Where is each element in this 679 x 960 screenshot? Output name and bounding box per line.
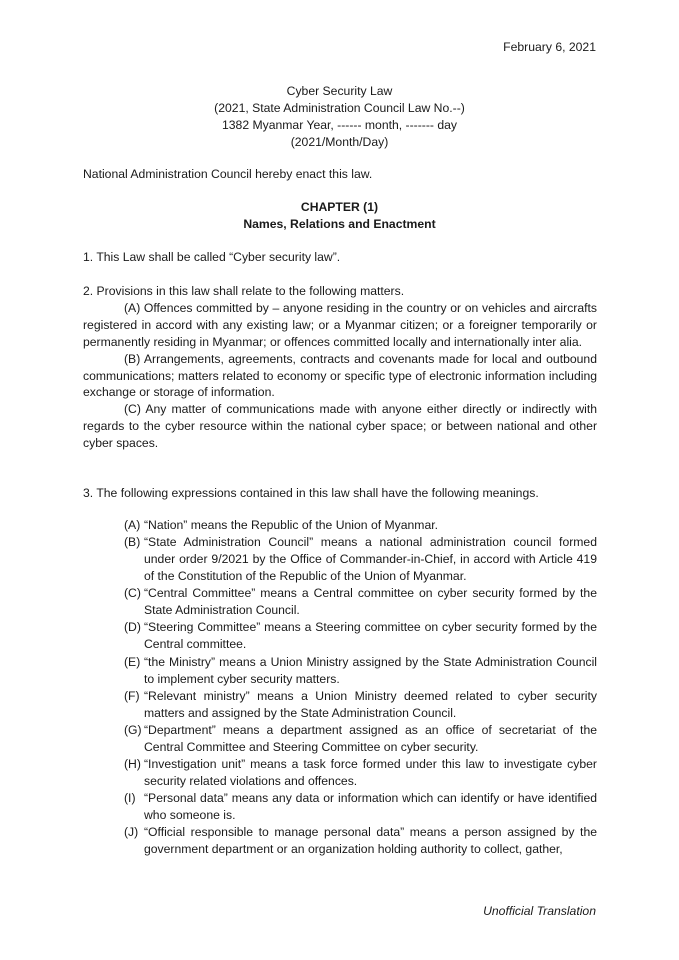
definition-marker: (J) (124, 825, 139, 840)
definition-item (124, 517, 597, 534)
definition-text: “Steering Committee” means a Steering committee on cyber security formed by the Central committee. (144, 620, 597, 652)
definition-marker: (D) (124, 620, 141, 635)
definition-text: “Personal data” means any data or information which can identify or have identified who someone is. (144, 791, 597, 823)
chapter-heading (0, 199, 679, 233)
law-title-block (0, 83, 679, 151)
definition-marker: (E) (124, 654, 141, 669)
definition-marker: (G) (124, 722, 142, 737)
definition-marker: (I) (124, 791, 136, 806)
definition-marker: (B) (124, 535, 141, 550)
section-1: 1. This Law shall be called “Cyber security law”. (83, 250, 341, 264)
definition-item (124, 688, 597, 722)
enactment-statement: National Administration Council hereby enact this law. (83, 167, 373, 181)
definition-item (124, 824, 597, 858)
law-number: (2021, State Administration Council Law No.--) (214, 100, 465, 115)
definition-text: “Relevant ministry” means a Union Ministry deemed related to cyber security matters and assigned by the State Administration Council. (144, 688, 597, 720)
definition-item (124, 722, 597, 756)
definition-marker: (H) (124, 757, 141, 772)
myanmar-date: 1382 Myanmar Year, ------ month, ------- day (221, 117, 457, 132)
definition-item (124, 585, 597, 619)
document-date: February 6, 2021 (503, 40, 596, 54)
definition-marker: (A) (124, 518, 141, 532)
definition-item (124, 619, 597, 653)
definition-text: “Official responsible to manage personal data” means a person assigned by the government department or an organization holding authority to collect, gather, (144, 825, 597, 857)
definition-item (124, 790, 597, 824)
definition-marker: (F) (124, 688, 140, 703)
definition-text: “State Administration Council” means a national administration council formed under order 9/2021 by the Office of Commander-in-Chief, in accord with Article 419 of the Constitution of the Republic of the Union of Myanmar. (144, 535, 597, 584)
definition-text: “Nation” means the Republic of the Union of Myanmar. (144, 518, 438, 532)
section-2 (83, 283, 597, 452)
law-title: Cyber Security Law (286, 84, 393, 98)
definition-text: “Central Committee” means a Central committee on cyber security formed by the State Administration Council. (144, 586, 597, 618)
definition-marker: (C) (124, 586, 141, 601)
definition-item (124, 756, 597, 790)
definition-item (124, 534, 597, 585)
translation-note: Unofficial Translation (483, 904, 596, 918)
section-2-intro: 2. Provisions in this law shall relate to the following matters. (83, 284, 405, 298)
gregorian-date: (2021/Month/Day) (290, 134, 389, 149)
definition-text: “the Ministry” means a Union Ministry assigned by the State Administration Council to implement cyber security matters. (144, 654, 597, 686)
chapter-title: Names, Relations and Enactment (243, 216, 436, 231)
section-2-item-c: (C) Any matter of communications made with anyone either directly or indirectly with regards to the cyber resource within the national cyber space; or between national and other cyber spaces. (83, 402, 597, 451)
section-2-item-b: (B) Arrangements, agreements, contracts and covenants made for local and outbound communications; matters related to economy or specific type of electronic information including exchange or storage of information. (83, 351, 597, 400)
section-2-item-a: (A) Offences committed by – anyone residing in the country or on vehicles and aircrafts registered in accord with any existing law; or a Myanmar citizen; or a foreigner temporarily or permanently residing in Myanmar; or offences committed locally and internationally inter alia. (83, 300, 597, 349)
chapter-number: CHAPTER (1) (300, 200, 379, 214)
definitions-list (124, 517, 597, 859)
definition-item (124, 654, 597, 688)
definition-text: “Department” means a department assigned as an office of secretariat of the Central Committee and Steering Committee on cyber security. (144, 722, 597, 754)
section-3-intro: 3. The following expressions contained in this law shall have the following meanings. (83, 486, 539, 500)
definition-text: “Investigation unit” means a task force formed under this law to investigate cyber security related violations and offences. (144, 757, 597, 788)
